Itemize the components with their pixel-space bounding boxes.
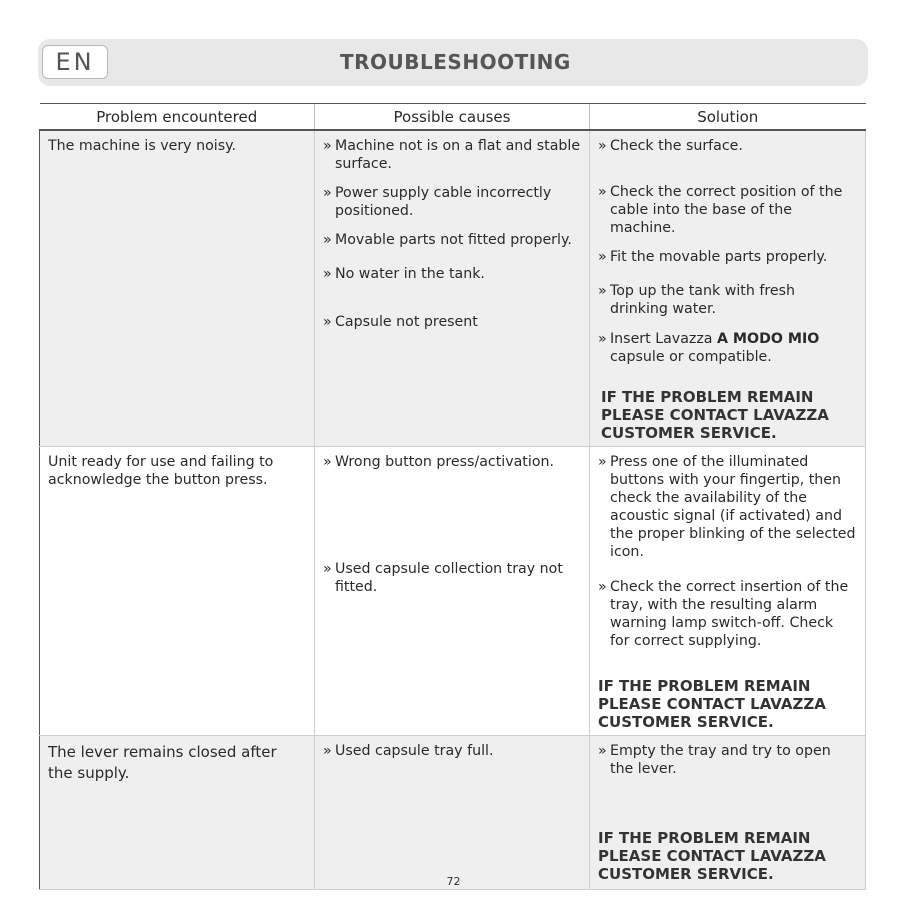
table-row (40, 130, 866, 447)
contact-notice: IF THE PROBLEM REMAIN PLEASE CONTACT LAVAZZA CUSTOMER SERVICE. (601, 388, 829, 442)
problem-text: The lever remains closed after the supply. (48, 743, 277, 782)
header-solution: Solution (590, 104, 866, 131)
bullet-icon: » (598, 331, 607, 347)
contact-notice: IF THE PROBLEM REMAIN PLEASE CONTACT LAVAZZA CUSTOMER SERVICE. (598, 829, 826, 883)
solution-item (598, 578, 857, 650)
bullet-icon: » (323, 314, 332, 330)
bullet-icon: » (323, 232, 332, 248)
cause-text: Movable parts not fitted properly. (335, 232, 572, 248)
cause-text: Power supply cable incorrectly positioned. (335, 185, 552, 219)
causes-cell (315, 130, 590, 447)
causes-cell (315, 447, 590, 736)
problem-cell (40, 736, 315, 890)
solution-text: Check the correct position of the cable into the base of the machine. (610, 184, 843, 236)
solution-text: Check the correct insertion of the tray, with the resulting alarm warning lamp switch-off. Check for correct supplying. (610, 579, 849, 649)
cause-item (323, 231, 581, 249)
cause-text: Capsule not present (335, 314, 478, 330)
solution-text: Top up the tank with fresh drinking water. (610, 283, 795, 317)
problem-text: The machine is very noisy. (48, 138, 236, 154)
product-name: A MODO MIO (717, 331, 820, 347)
table-row (40, 447, 866, 736)
bullet-icon: » (598, 138, 607, 154)
cause-item (323, 742, 581, 760)
cause-item (323, 560, 581, 596)
bullet-icon: » (323, 138, 332, 154)
bullet-icon: » (598, 579, 607, 595)
bullet-icon: » (598, 283, 607, 299)
solution-item (598, 282, 857, 318)
solution-text: Empty the tray and try to open the lever. (610, 743, 831, 777)
solution-item (598, 137, 857, 155)
solution-cell (590, 736, 866, 890)
cause-text: No water in the tank. (335, 266, 485, 282)
header-problem: Problem encountered (40, 104, 315, 131)
page-title: TROUBLESHOOTING (340, 50, 571, 74)
cause-item (323, 313, 581, 331)
bullet-icon: » (598, 184, 607, 200)
solution-text: Press one of the illuminated buttons with your fingertip, then check the availability of the acoustic signal (if activated) and the proper blinking of the selected icon. (610, 454, 856, 560)
solution-text: Insert Lavazza (610, 331, 717, 347)
troubleshooting-table (39, 103, 866, 890)
solution-item (598, 742, 857, 778)
bullet-icon: » (323, 743, 332, 759)
cause-text: Used capsule tray full. (335, 743, 494, 759)
solution-item (598, 453, 857, 561)
bullet-icon: » (598, 454, 607, 470)
solution-text: Check the surface. (610, 138, 743, 154)
solution-item (598, 183, 857, 237)
table-header-row (40, 104, 866, 131)
causes-cell (315, 736, 590, 890)
cause-text: Machine not is on a flat and stable surface. (335, 138, 581, 172)
problem-text: Unit ready for use and failing to acknowledge the button press. (48, 454, 274, 488)
cause-item (323, 265, 581, 283)
language-badge: EN (42, 45, 108, 79)
solution-cell (590, 447, 866, 736)
troubleshooting-table-wrapper (39, 103, 865, 890)
bullet-icon: » (598, 249, 607, 265)
solution-cell (590, 130, 866, 447)
cause-item (323, 184, 581, 220)
solution-text: capsule or compatible. (610, 349, 772, 365)
problem-cell (40, 447, 315, 736)
table-row (40, 736, 866, 890)
problem-cell (40, 130, 315, 447)
solution-text: Fit the movable parts properly. (610, 249, 828, 265)
header-causes: Possible causes (315, 104, 590, 131)
bullet-icon: » (598, 743, 607, 759)
bullet-icon: » (323, 266, 332, 282)
bullet-icon: » (323, 561, 332, 577)
contact-notice: IF THE PROBLEM REMAIN PLEASE CONTACT LAVAZZA CUSTOMER SERVICE. (598, 677, 826, 731)
cause-item (323, 137, 581, 173)
cause-text: Used capsule collection tray not fitted. (335, 561, 563, 595)
page-number: 72 (446, 875, 461, 888)
solution-item (598, 330, 857, 366)
solution-item (598, 248, 857, 266)
cause-item (323, 453, 581, 471)
bullet-icon: » (323, 185, 332, 201)
cause-text: Wrong button press/activation. (335, 454, 554, 470)
bullet-icon: » (323, 454, 332, 470)
